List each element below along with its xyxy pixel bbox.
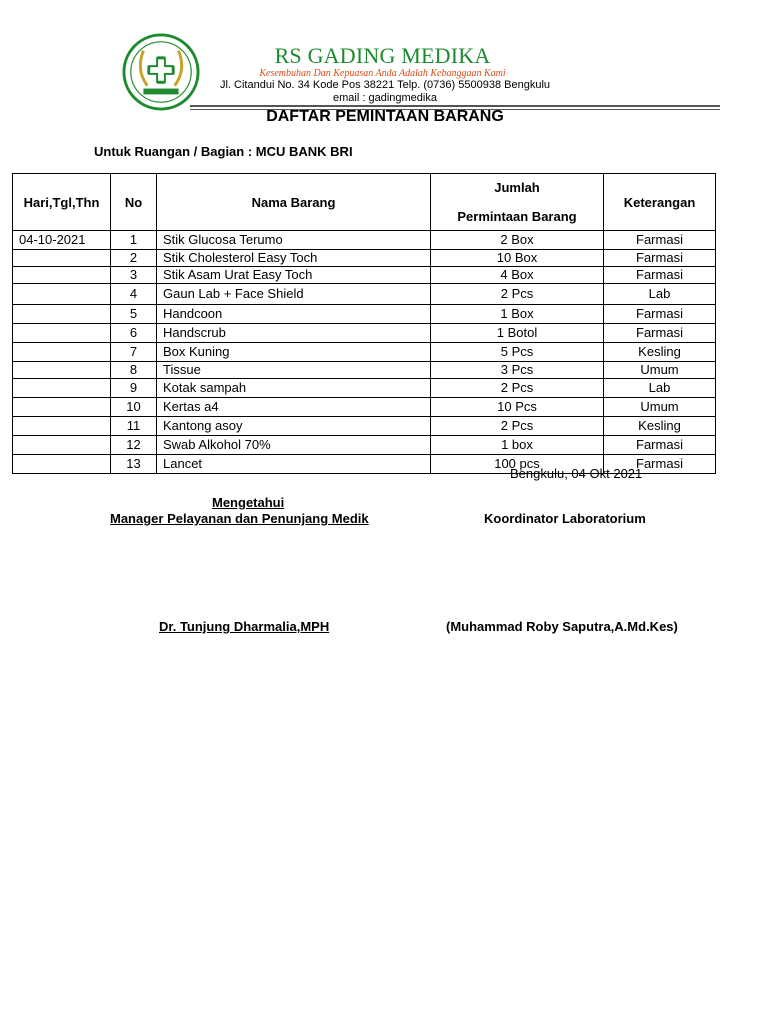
table-row <box>13 362 716 379</box>
row-no-cell: 10 <box>111 398 157 417</box>
hospital-name: RS GADING MEDIKA <box>274 43 491 68</box>
row-no-cell: 2 <box>111 250 157 267</box>
table-row <box>13 305 716 324</box>
row-note-cell: Farmasi <box>604 324 716 343</box>
coordinator-title: Koordinator Laboratorium <box>484 511 646 526</box>
hospital-address: Jl. Citandui No. 34 Kode Pos 38221 Telp. (0736) 5500938 Bengkulu <box>219 79 551 91</box>
row-date-cell <box>13 436 111 455</box>
row-item-cell: Handcoon <box>157 305 431 324</box>
row-date-cell <box>13 284 111 305</box>
row-qty-cell: 1 Box <box>431 305 604 324</box>
manager-title: Manager Pelayanan dan Penunjang Medik <box>110 511 369 526</box>
row-note-cell: Farmasi <box>604 305 716 324</box>
header-qty-line1: Jumlah <box>494 180 540 195</box>
row-no-cell: 4 <box>111 284 157 305</box>
row-no-cell: 13 <box>111 455 157 474</box>
row-note-cell: Umum <box>604 398 716 417</box>
row-date-cell <box>13 362 111 379</box>
row-date-cell <box>13 417 111 436</box>
row-date-cell <box>13 455 111 474</box>
acknowledge-label: Mengetahui <box>212 495 285 510</box>
table-row <box>13 231 716 250</box>
row-item-cell: Stik Asam Urat Easy Toch <box>157 267 431 284</box>
row-note-cell: Kesling <box>604 417 716 436</box>
row-no-cell: 6 <box>111 324 157 343</box>
row-qty-cell: 5 Pcs <box>431 343 604 362</box>
row-note-cell: Farmasi <box>604 231 716 250</box>
row-date-cell <box>13 398 111 417</box>
row-note-cell: Farmasi <box>604 455 716 474</box>
table-row <box>13 436 716 455</box>
header-divider-thick <box>190 105 720 107</box>
table-row <box>13 343 716 362</box>
row-item-cell: Lancet <box>157 455 431 474</box>
row-qty-cell: 2 Pcs <box>431 417 604 436</box>
row-no-cell: 3 <box>111 267 157 284</box>
row-date-cell <box>13 305 111 324</box>
table-header-row <box>13 174 716 231</box>
row-no-cell: 1 <box>111 231 157 250</box>
row-item-cell: Kotak sampah <box>157 379 431 398</box>
row-item-cell: Swab Alkohol 70% <box>157 436 431 455</box>
row-note-cell: Lab <box>604 284 716 305</box>
row-no-cell: 9 <box>111 379 157 398</box>
table-row <box>13 250 716 267</box>
row-date-cell <box>13 379 111 398</box>
row-item-cell: Kantong asoy <box>157 417 431 436</box>
row-no-cell: 7 <box>111 343 157 362</box>
row-note-cell: Lab <box>604 379 716 398</box>
row-item-cell: Stik Cholesterol Easy Toch <box>157 250 431 267</box>
table-row <box>13 379 716 398</box>
header-note: Keterangan <box>604 174 716 231</box>
row-item-cell: Gaun Lab + Face Shield <box>157 284 431 305</box>
row-item-cell: Kertas a4 <box>157 398 431 417</box>
hospital-email: email : gadingmedika <box>333 92 437 104</box>
sign-place-date: Bengkulu, 04 Okt 2021 <box>510 466 643 481</box>
hospital-logo <box>122 33 200 111</box>
row-date-cell <box>13 267 111 284</box>
table-row <box>13 284 716 305</box>
row-qty-cell: 100 pcs <box>431 455 604 474</box>
row-date-cell: 04-10-2021 <box>13 231 111 250</box>
header-date: Hari,Tgl,Thn <box>13 174 111 231</box>
table-row <box>13 324 716 343</box>
row-date-cell <box>13 343 111 362</box>
row-qty-cell: 10 Box <box>431 250 604 267</box>
coordinator-name: (Muhammad Roby Saputra,A.Md.Kes) <box>446 619 678 634</box>
row-qty-cell: 3 Pcs <box>431 362 604 379</box>
row-qty-cell: 2 Box <box>431 231 604 250</box>
row-date-cell <box>13 324 111 343</box>
row-no-cell: 5 <box>111 305 157 324</box>
row-item-cell: Handscrub <box>157 324 431 343</box>
department-line: Untuk Ruangan / Bagian : MCU BANK BRI <box>94 144 353 159</box>
header-item: Nama Barang <box>157 174 431 231</box>
table-row <box>13 417 716 436</box>
header-no: No <box>111 174 157 231</box>
row-no-cell: 12 <box>111 436 157 455</box>
hospital-tagline: Kesembuhan Dan Kepuasan Anda Adalah Kebanggaan Kami <box>259 68 506 79</box>
row-note-cell: Kesling <box>604 343 716 362</box>
row-qty-cell: 2 Pcs <box>431 379 604 398</box>
row-note-cell: Farmasi <box>604 436 716 455</box>
manager-name: Dr. Tunjung Dharmalia,MPH <box>159 619 330 634</box>
request-table <box>12 173 716 474</box>
row-no-cell: 11 <box>111 417 157 436</box>
row-item-cell: Stik Glucosa Terumo <box>157 231 431 250</box>
header-qty-line2: Permintaan Barang <box>457 209 577 224</box>
row-note-cell: Farmasi <box>604 267 716 284</box>
row-note-cell: Farmasi <box>604 250 716 267</box>
row-no-cell: 8 <box>111 362 157 379</box>
row-qty-cell: 2 Pcs <box>431 284 604 305</box>
row-qty-cell: 4 Box <box>431 267 604 284</box>
row-date-cell <box>13 250 111 267</box>
row-note-cell: Umum <box>604 362 716 379</box>
table-row <box>13 398 716 417</box>
row-qty-cell: 1 Botol <box>431 324 604 343</box>
document-title: DAFTAR PEMINTAAN BARANG <box>266 108 504 125</box>
header-qty <box>431 174 604 231</box>
table-row <box>13 267 716 284</box>
row-qty-cell: 10 Pcs <box>431 398 604 417</box>
row-item-cell: Tissue <box>157 362 431 379</box>
row-item-cell: Box Kuning <box>157 343 431 362</box>
row-qty-cell: 1 box <box>431 436 604 455</box>
